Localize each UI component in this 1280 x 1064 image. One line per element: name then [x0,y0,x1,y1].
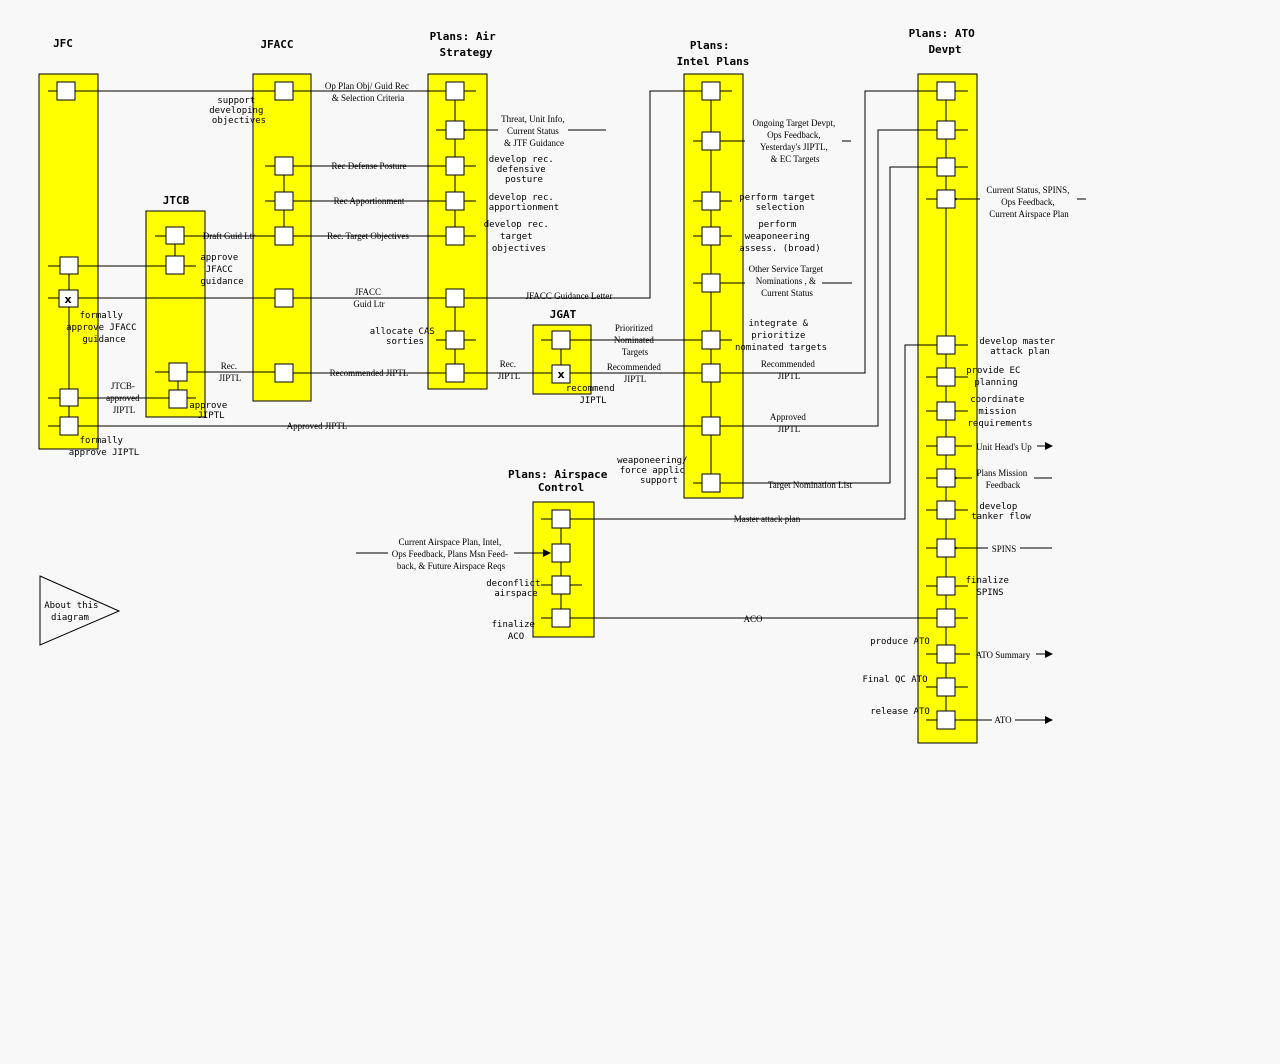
box-ip-guidance [702,82,720,100]
flow-draft-guid: Draft Guid Ltr [202,231,256,241]
box-jfacc-target-obj [275,227,293,245]
flow-ongoing: Ongoing Target Devpt, Ops Feedback, Yesterday's JIPTL, & EC Targets [752,118,836,164]
box-as-guidance [446,289,464,307]
flow-jfacc-guidance-letter: JFACC Guidance Letter [525,291,613,301]
flow-other-service: Other Service Target Nominations , & Current Status [748,264,824,298]
label-ato-spins: finalize SPINS [965,576,1009,598]
flow-unit-heads: Unit Head's Up [976,442,1032,452]
box-as-rec-jiptl [446,364,464,382]
flow-recommended-jiptl-2: Recommended JIPTL [606,362,661,384]
jgat-decision-mark: x [557,368,565,381]
box-jfacc-defense [275,157,293,175]
flow-ato-summary: ATO Summary [975,650,1031,660]
box-ato-master [937,336,955,354]
flow-jtcb-approved: JTCB- approved JIPTL [106,381,140,415]
label-ac-finalize: finalize ACO [491,620,535,642]
box-ato-2 [937,121,955,139]
box-ato-tanker [937,501,955,519]
label-as-cas: allocate CAS sorties [369,327,435,347]
label-ip-target-sel: perform target selection [739,193,816,213]
flow-approved-jiptl: Approved JIPTL [286,421,348,431]
flow-rec-jiptl-jgat: Rec. JIPTL [497,359,521,381]
flow-recommended-jiptl: Recommended JIPTL [329,368,409,378]
label-ato-tanker: develop tanker flow [971,502,1031,522]
label-ato-ec: provide EC planning [966,366,1021,388]
label-ato-release: release ATO [870,707,930,717]
flow-rec-jiptl-jtcb: Rec. JIPTL [218,361,242,383]
about-diagram-link[interactable] [40,576,119,645]
label-ato-coord: coordinate mission requirements [967,395,1033,429]
box-as-defensive [446,157,464,175]
box-jfc-approve-jiptl [60,417,78,435]
box-jgat-prioritized [552,331,570,349]
flow-approved-jiptl-2: Approved JIPTL [769,412,806,434]
flow-jfacc-guid-ltr: JFACC Guid Ltr [353,287,385,309]
flow-rec-target-obj: Rec. Target Objectives [327,231,409,241]
box-ato-3 [937,158,955,176]
label-ip-force-applic: weaponeering/ force applic support [617,456,688,486]
box-ato-produce [937,645,955,663]
label-as-defensive: develop rec. defensive posture [488,155,554,185]
flow-threat: Threat, Unit Info, Current Status & JTF Guidance [501,114,565,148]
box-ip-rec-jiptl [702,364,720,382]
box-ac-finalize [552,609,570,627]
label-ato-qc: Final QC ATO [862,675,928,685]
box-ac-deconflict [552,576,570,594]
box-as-cas [446,331,464,349]
lane-title-air-strategy: Plans: Air Strategy [429,30,496,59]
box-ato-coord [937,402,955,420]
box-jfacc-apportionment [275,192,293,210]
flow-plans-mission: Plans Mission Feedback [976,468,1028,490]
label-jfc-approve-guidance: formally approve JFACC guidance [66,311,137,345]
box-ato-aco [937,609,955,627]
box-jtcb-approve-guidance [166,256,184,274]
box-ato-release [937,711,955,729]
label-jfc-approve-jiptl: formally approve JIPTL [68,436,140,458]
label-ac-deconflict: deconflict airspace [486,579,541,599]
flow-rec-defense: Rec Defense Posture [331,161,407,171]
box-jtcb-approve-jiptl [169,390,187,408]
lane-title-jfc: JFC [53,37,73,50]
label-jgat-recommend: recommend JIPTL [565,384,615,406]
jfc-decision-mark: x [64,293,72,306]
lane-title-airspace-control: Plans: Airspace Control [508,468,608,494]
box-jtcb-draft [166,227,184,244]
label-as-apportionment: develop rec. apportionment [488,193,560,213]
label-jtcb-approve-jiptl: approve JIPTL [189,401,228,421]
box-ato-ec [937,368,955,386]
box-ac-master [552,510,570,528]
box-as-target-obj [446,227,464,245]
flow-master-attack: Master attack plan [733,514,801,524]
flow-current-status: Current Status, SPINS, Ops Feedback, Current Airspace Plan [986,185,1070,219]
box-ato-spins [937,577,955,595]
flow-spins: SPINS [991,544,1017,554]
box-ato-plans-mission [937,469,955,487]
label-ato-produce: produce ATO [870,637,930,647]
label-jtcb-approve-guidance: approve JFACC guidance [200,253,244,287]
box-ip-ongoing [702,132,720,150]
box-as-op-plan [446,82,464,100]
box-jfacc-guid-ltr [275,289,293,307]
box-ip-integrate [702,331,720,349]
flow-rec-apportionment: Rec Apportionment [333,196,405,206]
flow-op-plan: Op Plan Obj/ Guid Rec & Selection Criteria [324,81,409,103]
box-jfc-jtcb-approved [60,389,78,406]
lane-title-jfacc: JFACC [260,38,294,51]
flow-recommended-jiptl-3: Recommended JIPTL [760,359,815,381]
flow-aco: ACO [743,614,763,624]
lane-title-jgat: JGAT [549,308,577,321]
lane-title-intel-plans: Plans: Intel Plans [676,39,750,68]
box-jfc-approve-guidance [60,257,78,274]
box-as-threat [446,121,464,139]
box-ip-force-applic [702,474,720,492]
box-jfacc-support [275,82,293,100]
label-jfacc-support: support developing objectives [209,96,267,126]
box-ato-current-status [937,190,955,208]
label-ip-integrate: integrate & prioritize nominated targets [734,319,828,353]
box-ato-spins-in [937,539,955,557]
flow-target-nom-list: Target Nomination List [767,480,853,490]
box-ato-qc [937,678,955,696]
box-ip-target-sel [702,192,720,210]
box-jfc-op-plan [57,82,75,100]
box-as-apportionment [446,192,464,210]
about-label: About this diagram [44,601,99,623]
box-ac-inputs [552,544,570,562]
label-ato-master: develop master attack plan [979,337,1056,357]
label-ip-weaponeering: perform weaponeering assess. (broad) [739,220,821,254]
lane-title-ato-devpt: Plans: ATO Devpt [908,27,975,56]
label-as-target-obj: develop rec. target objectives [483,220,549,254]
box-ip-approved [702,417,720,435]
box-ip-other-service [702,274,720,292]
box-jtcb-rec-jiptl [169,363,187,381]
flow-ato-out: ATO [994,715,1012,725]
box-ato-1 [937,82,955,100]
flow-airspace-inputs: Current Airspace Plan, Intel, Ops Feedback, Plans Msn Feed- back, & Future Airspace Reqs [391,537,508,571]
flow-prioritized: Prioritized Nominated Targets [613,323,654,357]
box-ip-weaponeering [702,227,720,245]
lane-title-jtcb: JTCB [162,194,190,207]
box-ato-unit-heads [937,437,955,455]
box-jfacc-rec-jiptl [275,364,293,382]
